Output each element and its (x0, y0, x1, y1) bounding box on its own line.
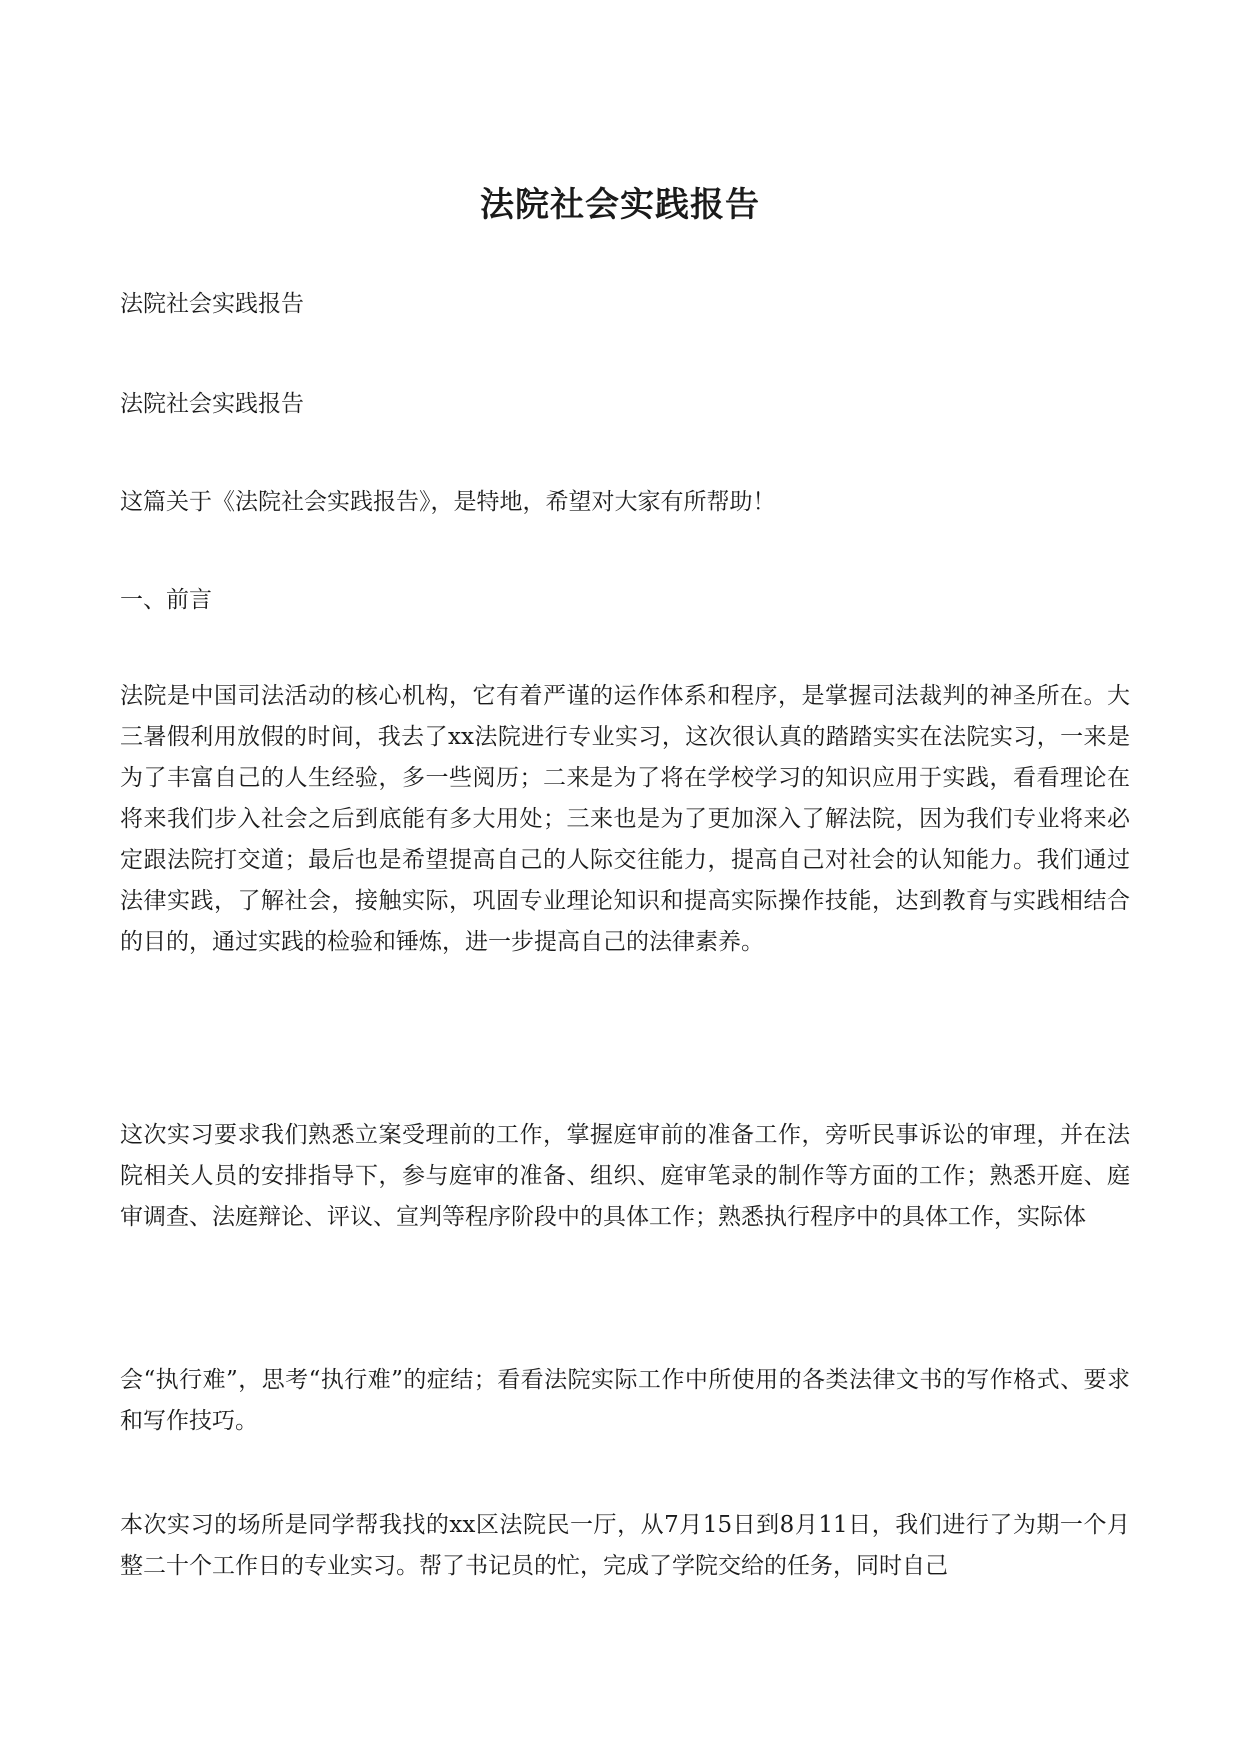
document-title: 法院社会实践报告 (480, 184, 760, 225)
paragraph: 会“执行难”，思考“执行难”的症结；看看法院实际工作中所使用的各类法律文书的写作格式、要求和写作技巧。 (120, 1367, 1130, 1434)
section-heading: 一、前言 (120, 587, 212, 613)
paragraph: 这篇关于《法院社会实践报告》，是特地，希望对大家有所帮助！ (120, 489, 776, 515)
paragraph: 法院社会实践报告 (120, 291, 304, 317)
paragraph: 法院是中国司法活动的核心机构，它有着严谨的运作体系和程序，是掌握司法裁判的神圣所在。大三暑假利用放假的时间，我去了xx法院进行专业实习，这次很认真的踏踏实实在法院实习，一来是为了丰富自己的人生经验，多一些阅历；二来是为了将在学校学习的知识应用于实践，看看理论在将来我们步入社会之后到底能有多大用处；三来也是为了更加深入了解法院，因为我们专业将来必定跟法院打交道；最后也是希望提高自己的人际交往能力，提高自己对社会的认知能力。我们通过法律实践，了解社会，接触实际，巩固专业理论知识和提高实际操作技能，达到教育与实践相结合的目的，通过实践的检验和锤炼，进一步提高自己的法律素养。 (120, 683, 1130, 955)
paragraph: 这次实习要求我们熟悉立案受理前的工作，掌握庭审前的准备工作，旁听民事诉讼的审理，并在法院相关人员的安排指导下，参与庭审的准备、组织、庭审笔录的制作等方面的工作；熟悉开庭、庭审调查、法庭辩论、评议、宣判等程序阶段中的具体工作；熟悉执行程序中的具体工作，实际体 (120, 1122, 1130, 1230)
paragraph: 法院社会实践报告 (120, 391, 304, 417)
paragraph: 本次实习的场所是同学帮我找的xx区法院民一厅，从7月15日到8月11日，我们进行了为期一个月整二十个工作日的专业实习。帮了书记员的忙，完成了学院交给的任务，同时自己 (120, 1512, 1130, 1579)
